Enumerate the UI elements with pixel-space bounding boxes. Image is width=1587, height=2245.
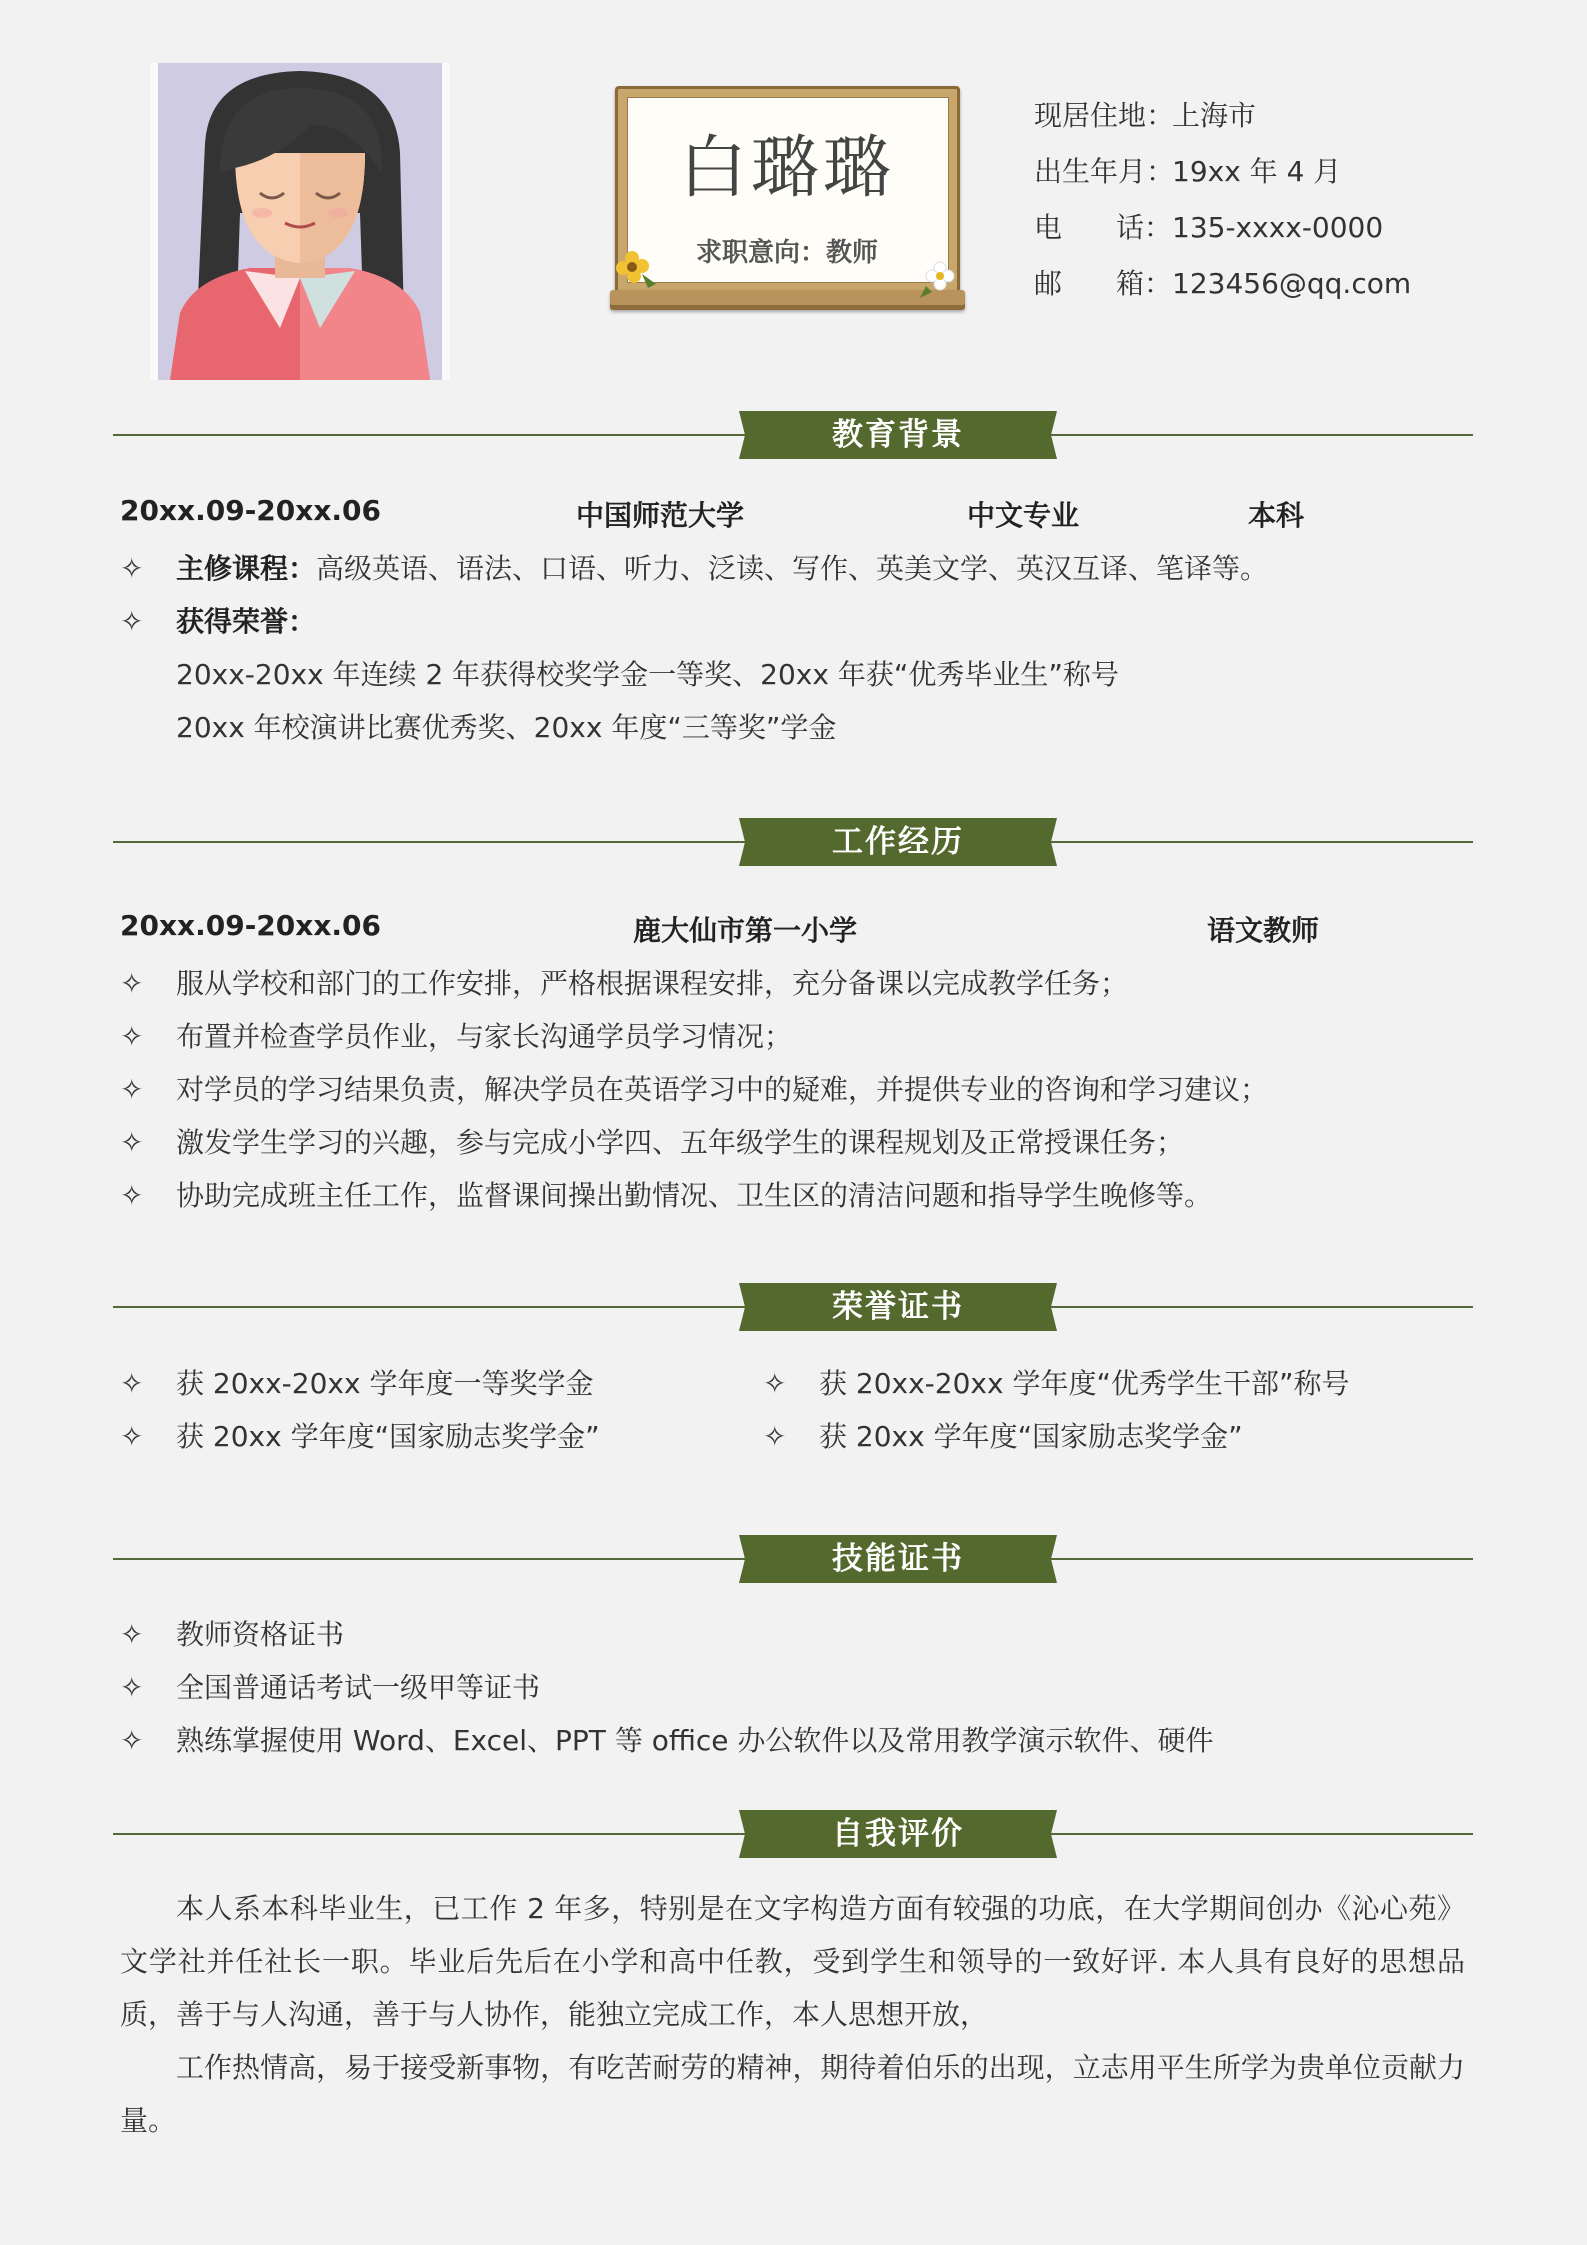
ribbon-left-icon	[621, 1283, 753, 1331]
honors-label: 获得荣誉：	[176, 605, 317, 638]
list-item: ✧ 教师资格证书	[120, 1618, 345, 1651]
bullet-icon: ✧	[120, 1367, 144, 1400]
work-company: 鹿大仙市第一小学	[633, 914, 858, 947]
list-item: ✧ 获 20xx-20xx 学年度一等奖学金	[120, 1367, 594, 1400]
contact-label: 电 话 ：	[1034, 200, 1172, 256]
bullet-icon: ✧	[120, 1073, 144, 1106]
section-header-honors	[113, 1279, 1473, 1335]
contact-row-phone	[1034, 200, 1411, 256]
bullet-icon: ✧	[120, 1126, 144, 1159]
contact-label: 现 居 住 地 ：	[1034, 88, 1172, 144]
list-item: ✧ 全国普通话考试一级甲等证书	[120, 1671, 541, 1704]
bullet-icon: ✧	[120, 1420, 144, 1453]
ribbon-left-icon	[621, 1535, 753, 1583]
edu-period: 20xx.09-20xx.06	[120, 494, 381, 527]
ribbon-right-icon	[1043, 818, 1063, 866]
list-item: ✧ 激发学生学习的兴趣，参与完成小学四、五年级学生的课程规划及正常授课任务；	[120, 1126, 1185, 1159]
contact-value: 上海市	[1172, 99, 1257, 132]
contact-info	[1034, 88, 1411, 312]
contact-row-birth	[1034, 144, 1411, 200]
bullet-icon: ✧	[120, 1179, 144, 1212]
list-item: ✧ 获 20xx 学年度“国家励志奖学金”	[763, 1420, 1243, 1453]
ribbon-right-icon	[1043, 1283, 1063, 1331]
contact-label: 出 生 年 月 ：	[1034, 144, 1172, 200]
avatar-photo	[150, 63, 450, 380]
contact-value: 19xx 年 4 月	[1172, 155, 1342, 188]
edu-degree: 本科	[1248, 499, 1305, 532]
bullet-icon: ✧	[120, 552, 144, 585]
bullet-icon: ✧	[120, 1671, 144, 1704]
edu-courses	[120, 547, 1268, 587]
list-item: ✧ 协助完成班主任工作，监督课间操出勤情况、卫生区的清洁问题和指导学生晚修等。	[120, 1179, 1213, 1212]
contact-value: 123456@qq.com	[1172, 267, 1412, 300]
work-period: 20xx.09-20xx.06	[120, 909, 381, 942]
job-intent-value: 教师	[826, 238, 879, 268]
courses-text: 高级英语、语法、口语、听力、泛读、写作、英美文学、英汉互译、笔译等。	[316, 552, 1269, 585]
list-item: ✧ 获 20xx 学年度“国家励志奖学金”	[120, 1420, 600, 1453]
bullet-icon: ✧	[120, 1724, 144, 1757]
ribbon-right-icon	[1043, 1810, 1063, 1858]
contact-value: 135-xxxx-0000	[1172, 211, 1384, 244]
list-item: ✧ 获 20xx-20xx 学年度“优秀学生干部”称号	[763, 1367, 1350, 1400]
flower-icon	[920, 256, 965, 301]
section-title: 教育背景	[753, 411, 1043, 459]
contact-row-address	[1034, 88, 1411, 144]
candidate-name: 白璐璐	[678, 129, 895, 208]
section-title: 自我评价	[753, 1810, 1043, 1858]
section-title: 工作经历	[753, 818, 1043, 866]
bullet-icon: ✧	[120, 1020, 144, 1053]
contact-row-email	[1034, 256, 1411, 312]
contact-label: 邮 箱 ：	[1034, 256, 1172, 312]
bullet-icon: ✧	[763, 1367, 787, 1400]
list-item: ✧ 服从学校和部门的工作安排，严格根据课程安排，充分备课以完成教学任务；	[120, 967, 1129, 1000]
section-header-self-eval	[113, 1806, 1473, 1862]
list-item: ✧ 布置并检查学员作业，与家长沟通学员学习情况；	[120, 1020, 793, 1053]
section-header-education	[113, 407, 1473, 463]
ribbon-left-icon	[621, 411, 753, 459]
self-eval-text	[120, 1882, 1465, 2147]
ribbon-right-icon	[1043, 411, 1063, 459]
ribbon-left-icon	[621, 1810, 753, 1858]
section-header-work	[113, 814, 1473, 870]
job-intent	[627, 232, 947, 269]
section-header-skills	[113, 1531, 1473, 1587]
bullet-icon: ✧	[763, 1420, 787, 1453]
bullet-icon: ✧	[120, 967, 144, 1000]
job-intent-label: 求职意向：	[695, 238, 826, 268]
edu-honor-item: 20xx 年校演讲比赛优秀奖、20xx 年度“三等奖”学金	[176, 711, 837, 744]
list-item: ✧ 熟练掌握使用 Word、Excel、PPT 等 office 办公软件以及常用教学演示软件、硬件	[120, 1724, 1214, 1757]
section-title: 荣誉证书	[753, 1283, 1043, 1331]
flower-icon	[612, 244, 662, 294]
edu-major: 中文专业	[967, 499, 1080, 532]
courses-label: 主修课程：	[176, 552, 317, 585]
list-item: ✧ 对学员的学习结果负责，解决学员在英语学习中的疑难，并提供专业的咨询和学习建议；	[120, 1073, 1269, 1106]
bullet-icon: ✧	[120, 605, 144, 638]
ribbon-right-icon	[1043, 1535, 1063, 1583]
edu-school: 中国师范大学	[576, 499, 745, 532]
edu-honor-item: 20xx-20xx 年连续 2 年获得校奖学金一等奖、20xx 年获“优秀毕业生”称号	[176, 658, 1119, 691]
ribbon-left-icon	[621, 818, 753, 866]
work-position: 语文教师	[1207, 914, 1320, 947]
self-eval-paragraph: 本人系本科毕业生，已工作 2 年多，特别是在文字构造方面有较强的功底，在大学期间创办《沁心苑》文学社并任社长一职。毕业后先后在小学和高中任教，受到学生和领导的一致好评. 本人具有良好的思想品质，善于与人沟通，善于与人协作，能独立完成工作，本人思想开放，	[120, 1892, 1465, 2031]
section-title: 技能证书	[753, 1535, 1043, 1583]
bullet-icon: ✧	[120, 1618, 144, 1651]
self-eval-paragraph: 工作热情高，易于接受新事物，有吃苦耐劳的精神，期待着伯乐的出现，立志用平生所学为贵单位贡献力量。	[120, 2051, 1465, 2137]
edu-honors-label-row	[120, 600, 316, 640]
name-board	[610, 84, 965, 314]
